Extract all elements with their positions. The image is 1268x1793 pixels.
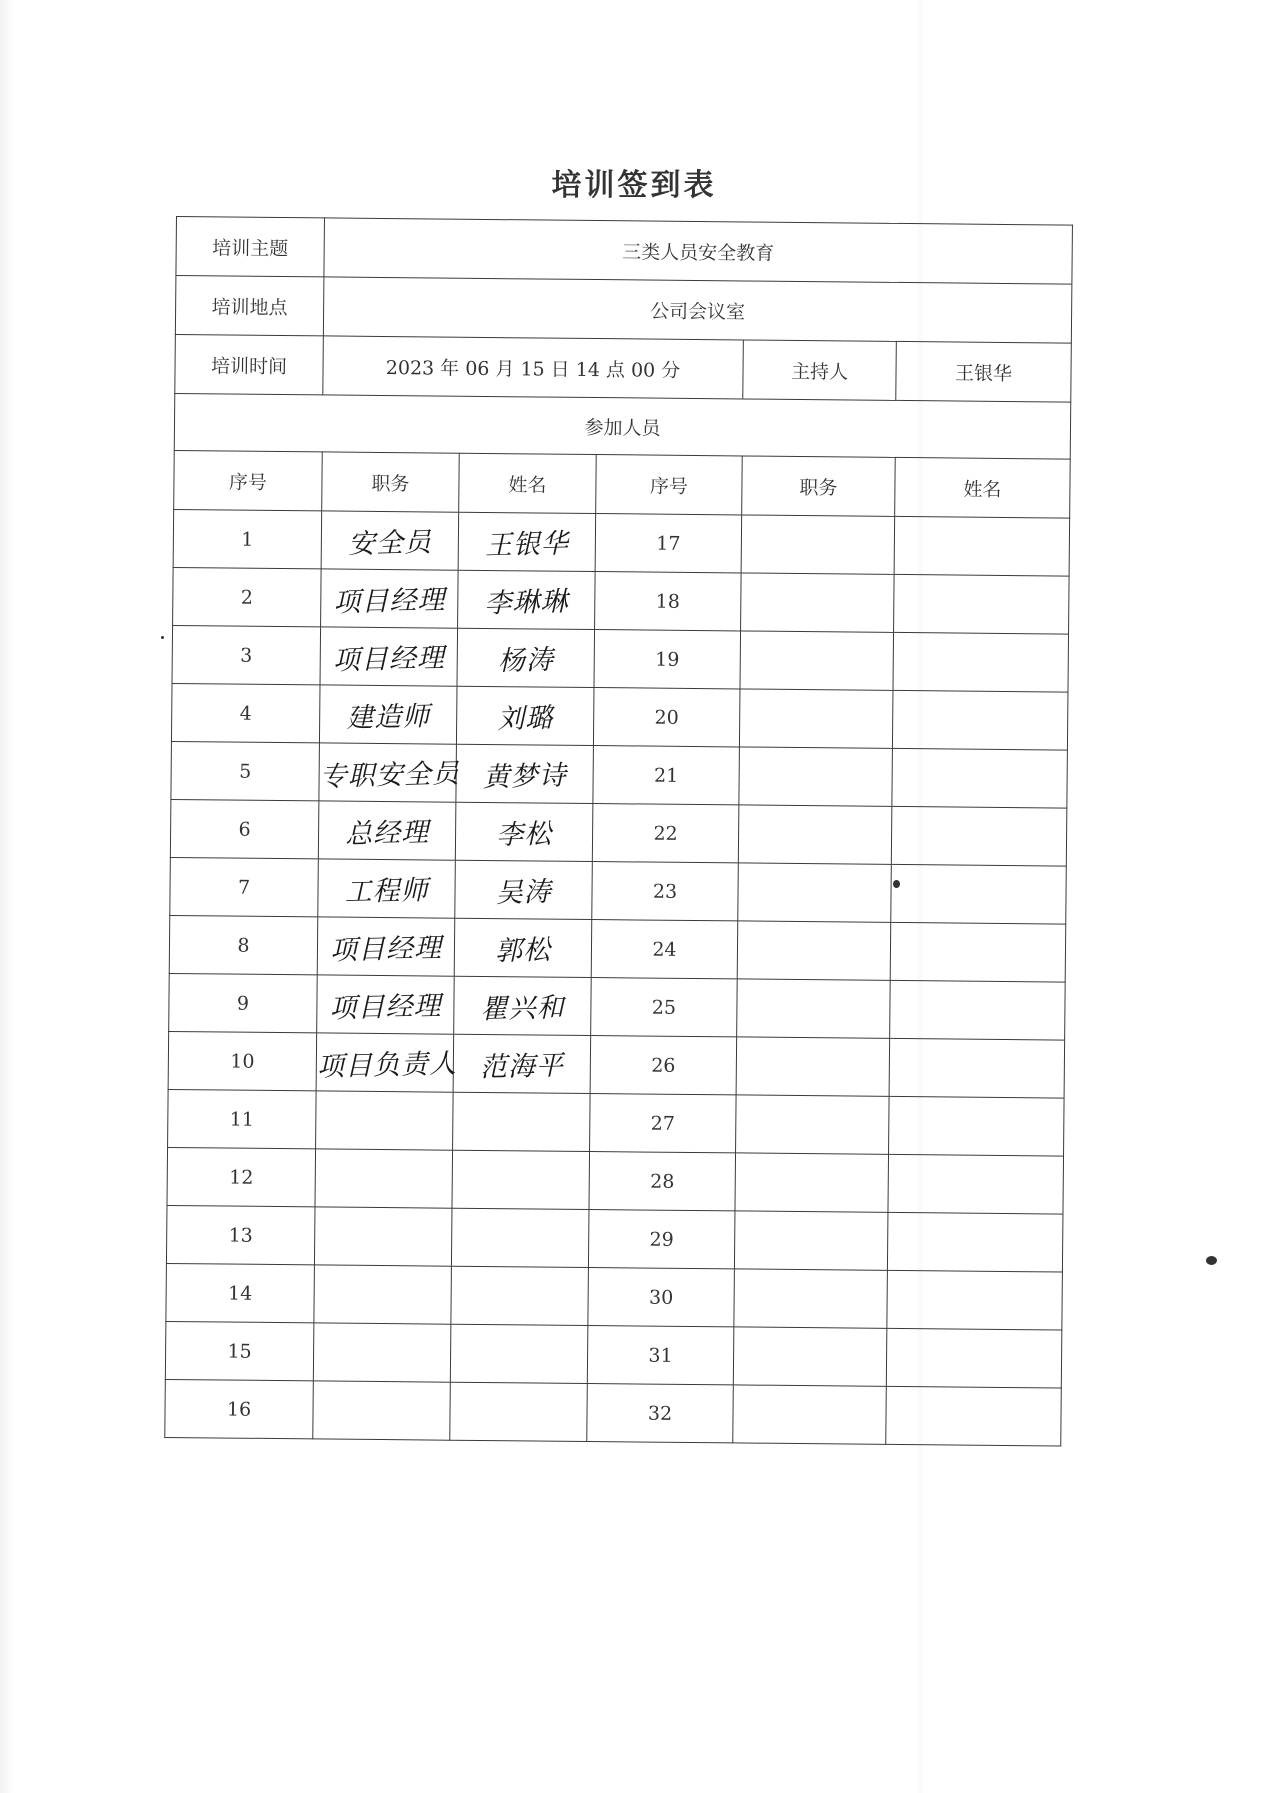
participant-no-cell [165, 1379, 314, 1438]
participant-row [173, 509, 1070, 576]
participant-no-cell [588, 1210, 735, 1269]
participant-no-cell [595, 572, 742, 631]
participant-no-cell [166, 1205, 315, 1264]
participant-no-cell [590, 1036, 737, 1095]
participant-no: 14 [227, 1282, 253, 1305]
participant-no: 17 [656, 532, 681, 555]
participant-position-cell [733, 1385, 887, 1444]
participant-no-cell [592, 804, 739, 863]
participant-position-cell [321, 511, 459, 570]
participant-no: 21 [653, 764, 679, 787]
column-header-name: 姓名 [895, 457, 1071, 518]
participant-name: 李松 [495, 818, 553, 852]
participant-position-cell [738, 805, 892, 864]
participant-no-cell [591, 978, 738, 1037]
participant-position-cell [736, 1037, 890, 1096]
participant-position: 项目经理 [332, 642, 446, 677]
participant-row [168, 1031, 1065, 1098]
participant-name-cell [457, 628, 595, 687]
participant-name-cell [891, 806, 1067, 866]
participant-position-cell [313, 1381, 451, 1440]
participant-name-cell [453, 1034, 591, 1093]
participant-no: 4 [239, 702, 252, 725]
participant-no-cell [169, 915, 318, 974]
participant-no: 5 [239, 760, 252, 783]
participant-no-cell [587, 1384, 734, 1443]
participant-position-cell [314, 1265, 452, 1324]
participant-row [168, 1089, 1065, 1156]
participant-no-cell [588, 1268, 735, 1327]
participant-name-cell [886, 1386, 1062, 1446]
participant-row [172, 625, 1069, 692]
participant-name-cell [893, 632, 1069, 692]
participant-no: 10 [230, 1050, 255, 1073]
participant-position: 工程师 [344, 874, 430, 909]
participant-position-cell [739, 747, 893, 806]
participant-no-cell [592, 862, 739, 921]
host-value: 王银华 [896, 341, 1072, 402]
participant-position: 建造师 [345, 701, 431, 735]
participant-name: 吴涛 [495, 876, 553, 910]
participant-name: 郭松 [494, 934, 552, 968]
participant-name-cell [453, 1092, 591, 1151]
participant-no: 6 [238, 818, 251, 841]
participant-no: 16 [226, 1398, 252, 1421]
participants-section-row [174, 393, 1071, 459]
participant-position: 项目经理 [329, 932, 443, 967]
participant-no-cell [171, 741, 320, 800]
time-row [175, 334, 1072, 402]
participant-no-cell [165, 1321, 314, 1380]
participant-row [166, 1205, 1063, 1272]
participant-no: 2 [240, 586, 253, 609]
place-label: 培训地点 [175, 276, 324, 336]
participant-position-cell [733, 1327, 887, 1386]
participant-name-cell [450, 1324, 588, 1383]
participant-no-cell [587, 1326, 734, 1385]
participant-no-cell [173, 567, 322, 626]
participant-position-cell [313, 1323, 451, 1382]
column-header-row [174, 450, 1071, 518]
participant-row [171, 741, 1068, 808]
participant-row [171, 683, 1068, 750]
participant-name: 李琳琳 [484, 586, 569, 620]
participant-position-cell [741, 573, 895, 632]
participant-name-cell [889, 1038, 1065, 1098]
participant-row [169, 973, 1066, 1040]
participant-no-cell [591, 920, 738, 979]
participant-position: 安全员 [347, 527, 433, 561]
participant-no-cell [166, 1263, 315, 1322]
participant-position-cell [319, 685, 457, 744]
participant-no: 12 [229, 1166, 254, 1189]
participant-no: 30 [648, 1286, 674, 1309]
participant-no: 18 [655, 590, 681, 613]
participant-position-cell [316, 1091, 454, 1150]
participant-name: 王银华 [484, 528, 570, 562]
participant-no: 29 [649, 1228, 674, 1251]
participant-name-cell [456, 744, 594, 803]
participant-no-cell [593, 688, 740, 747]
participant-position-cell [741, 515, 895, 574]
participant-no: 24 [652, 938, 677, 961]
participant-no-cell [595, 514, 742, 573]
participant-name: 范海平 [479, 1050, 565, 1084]
participant-no: 1 [241, 528, 254, 551]
participant-no: 28 [650, 1170, 675, 1193]
participant-name-cell [455, 860, 593, 919]
participant-no-cell [168, 1031, 317, 1090]
participant-no-cell [170, 857, 319, 916]
participant-position: 项目经理 [333, 584, 446, 619]
participant-name-cell [450, 1382, 588, 1441]
participant-name-cell [892, 690, 1068, 750]
participant-row [170, 857, 1067, 924]
participant-position-cell [736, 1095, 890, 1154]
topic-label: 培训主题 [176, 217, 325, 277]
participant-name-cell [456, 686, 594, 745]
participant-position-cell [737, 921, 891, 980]
participant-position-cell [318, 859, 456, 918]
column-header-no: 序号 [596, 455, 743, 515]
column-header-no: 序号 [174, 450, 323, 510]
place-value: 公司会议室 [323, 277, 1072, 343]
time-label: 培训时间 [175, 334, 324, 394]
document-title: 培训签到表 [551, 168, 717, 203]
host-label: 主持人 [743, 340, 897, 400]
topic-row [176, 217, 1073, 285]
participant-no: 23 [652, 880, 678, 903]
participant-position-cell [317, 975, 455, 1034]
participant-no: 27 [650, 1112, 676, 1135]
participant-position-cell [320, 627, 458, 686]
time-value: 2023 年 06 月 15 日 14 点 00 分 [323, 336, 744, 399]
participant-position-cell [315, 1149, 453, 1208]
column-header-name: 姓名 [459, 453, 597, 513]
participant-position-cell [321, 569, 459, 628]
participant-position-cell [734, 1211, 888, 1270]
participant-no: 22 [653, 822, 678, 845]
participant-no: 32 [647, 1402, 673, 1425]
participant-name-cell [888, 1154, 1064, 1214]
participant-no-cell [168, 1089, 317, 1148]
participant-name-cell [887, 1270, 1063, 1330]
participant-name-cell [890, 922, 1066, 982]
participant-position-cell [735, 1153, 889, 1212]
participant-no: 13 [228, 1224, 253, 1247]
column-header-position: 职务 [742, 456, 896, 516]
participant-position-cell [314, 1207, 452, 1266]
participant-no-cell [590, 1094, 737, 1153]
participant-row [167, 1147, 1064, 1214]
participant-no: 26 [651, 1054, 676, 1077]
scan-left-edge-shadow [0, 0, 14, 1793]
participant-name-cell [894, 516, 1070, 576]
participant-name-cell [886, 1328, 1062, 1388]
participant-position-cell [740, 631, 894, 690]
participant-no-cell [173, 509, 322, 568]
participant-name-cell [458, 512, 596, 571]
participant-position-cell [738, 863, 892, 922]
participant-name-cell [454, 976, 592, 1035]
participant-no: 7 [237, 876, 251, 899]
topic-value: 三类人员安全教育 [324, 218, 1073, 284]
participant-no-cell [169, 973, 318, 1032]
participant-name-cell [455, 802, 593, 861]
participant-name: 瞿兴和 [480, 992, 565, 1026]
participant-name: 黄梦诗 [482, 760, 568, 794]
participant-name-cell [458, 570, 596, 629]
participant-position-cell [317, 917, 455, 976]
participant-name-cell [892, 748, 1068, 808]
participant-name-cell [451, 1208, 589, 1267]
participant-no: 3 [240, 644, 253, 667]
participant-name: 刘璐 [496, 702, 554, 736]
participant-no-cell [593, 746, 740, 805]
sign-in-table [164, 216, 1073, 1447]
participant-no-cell [167, 1147, 316, 1206]
participant-no: 9 [236, 992, 250, 1015]
participant-no: 25 [651, 996, 677, 1019]
participant-no: 11 [229, 1108, 255, 1131]
participant-position: 项目负责人 [316, 1048, 458, 1083]
participant-row [169, 915, 1066, 982]
column-header-position: 职务 [322, 452, 460, 512]
participant-position-cell [319, 743, 461, 802]
participant-name: 杨涛 [497, 644, 555, 678]
participant-position-cell [734, 1269, 888, 1328]
participant-no-cell [172, 625, 321, 684]
participant-row [170, 799, 1067, 866]
participant-no: 8 [237, 934, 250, 957]
participant-no: 15 [227, 1340, 252, 1363]
participant-position-cell [316, 1033, 458, 1092]
participant-no: 31 [648, 1344, 673, 1367]
participant-name-cell [887, 1212, 1063, 1272]
participant-name-cell [454, 918, 592, 977]
participant-row [165, 1379, 1062, 1446]
participants-section-label: 参加人员 [174, 393, 1071, 459]
participant-no-cell [170, 799, 319, 858]
participant-no: 19 [655, 648, 680, 671]
participant-no-cell [589, 1152, 736, 1211]
participant-row [166, 1263, 1063, 1330]
participant-name-cell [894, 574, 1070, 634]
participant-no-cell [594, 630, 741, 689]
participant-position-cell [737, 979, 891, 1038]
participant-no: 20 [654, 706, 679, 729]
participant-position-cell [318, 801, 456, 860]
participant-position-cell [739, 689, 893, 748]
participant-name-cell [890, 980, 1066, 1040]
participant-name-cell [452, 1150, 590, 1209]
participant-name-cell [891, 864, 1067, 924]
participant-name-cell [451, 1266, 589, 1325]
participant-position: 项目经理 [329, 990, 442, 1025]
place-row [175, 276, 1072, 344]
participant-position: 专职安全员 [319, 758, 461, 793]
participant-name-cell [889, 1096, 1065, 1156]
participant-row [173, 567, 1070, 634]
participant-row [165, 1321, 1062, 1388]
participant-no-cell [171, 683, 320, 742]
participant-position: 总经理 [344, 816, 430, 851]
